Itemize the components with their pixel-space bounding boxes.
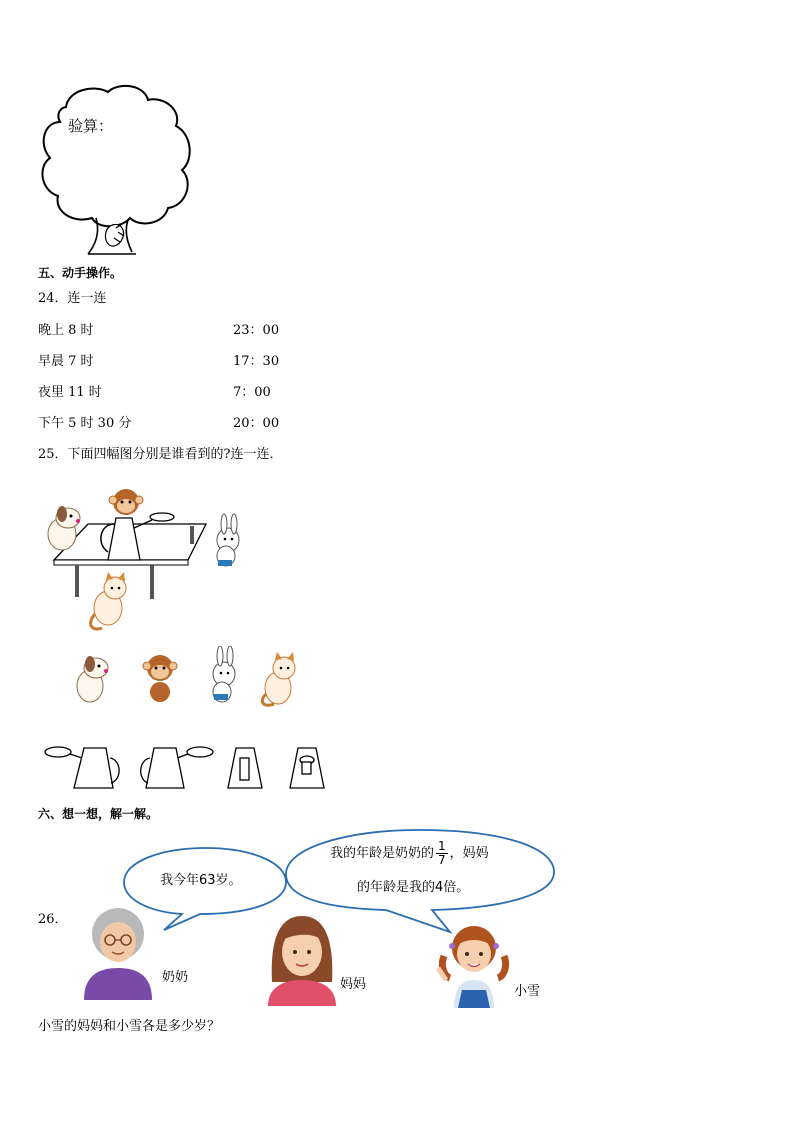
- dog-icon: [77, 656, 108, 702]
- name-mom: 妈妈: [340, 977, 367, 992]
- q26-number: 26．: [38, 912, 68, 927]
- kettle-view-back: [228, 748, 262, 788]
- bubble2-part2: ，妈妈: [449, 846, 489, 861]
- kettle-view-left: [45, 747, 119, 788]
- mom-illustration: [266, 912, 338, 1006]
- q24-right-item: 7：00: [233, 385, 271, 400]
- tree-illustration: [36, 82, 198, 257]
- cat-icon: [91, 572, 126, 629]
- name-grandma: 奶奶: [162, 970, 189, 985]
- fraction: [436, 840, 448, 867]
- xiaoxue-illustration: [436, 918, 512, 1008]
- kettle-view-right: [141, 747, 213, 788]
- fraction-numerator: 1: [438, 839, 446, 853]
- q24-right-item: 20：00: [233, 416, 280, 431]
- bubble2-line2: 的年龄是我的4倍。: [357, 880, 470, 895]
- q24-title: 24．连一连: [38, 291, 107, 306]
- kettle-view-front: [290, 748, 324, 788]
- kettle-views: [40, 740, 330, 795]
- q24-left-item: 早晨 7 时: [38, 354, 94, 369]
- monkey-icon: [143, 655, 177, 702]
- q25-title: 25．下面四幅图分别是谁看到的?连一连．: [38, 447, 283, 462]
- cat-icon: [262, 652, 295, 705]
- squirrel-icon: [105, 224, 124, 246]
- bubble1-text: 我今年63岁。: [160, 873, 242, 888]
- rabbit-icon: [217, 514, 239, 566]
- bubble2-line1: [330, 840, 489, 867]
- rabbit-icon: [213, 646, 235, 702]
- monkey-icon: [109, 489, 143, 515]
- q24-left-item: 下午 5 时 30 分: [38, 416, 132, 431]
- q24-right-item: 17：30: [233, 354, 280, 369]
- animal-row: [70, 646, 310, 708]
- q24-left-item: 夜里 11 时: [38, 385, 102, 400]
- grandma-illustration: [80, 904, 156, 1000]
- q24-right-item: 23：00: [233, 323, 280, 338]
- q26-question: 小雪的妈妈和小雪各是多少岁？: [38, 1019, 221, 1034]
- fraction-denominator: 7: [438, 853, 446, 867]
- section6-title: 六、想一想，解一解。: [38, 807, 159, 821]
- name-xiaoxue: 小雪: [514, 984, 541, 999]
- bubble2-part1: 我的年龄是奶奶的: [330, 846, 435, 861]
- q24-left-item: 晚上 8 时: [38, 323, 94, 338]
- section5-title: 五、动手操作。: [38, 266, 123, 280]
- tree-label: 验算：: [68, 117, 114, 135]
- q25-scene: [40, 484, 260, 634]
